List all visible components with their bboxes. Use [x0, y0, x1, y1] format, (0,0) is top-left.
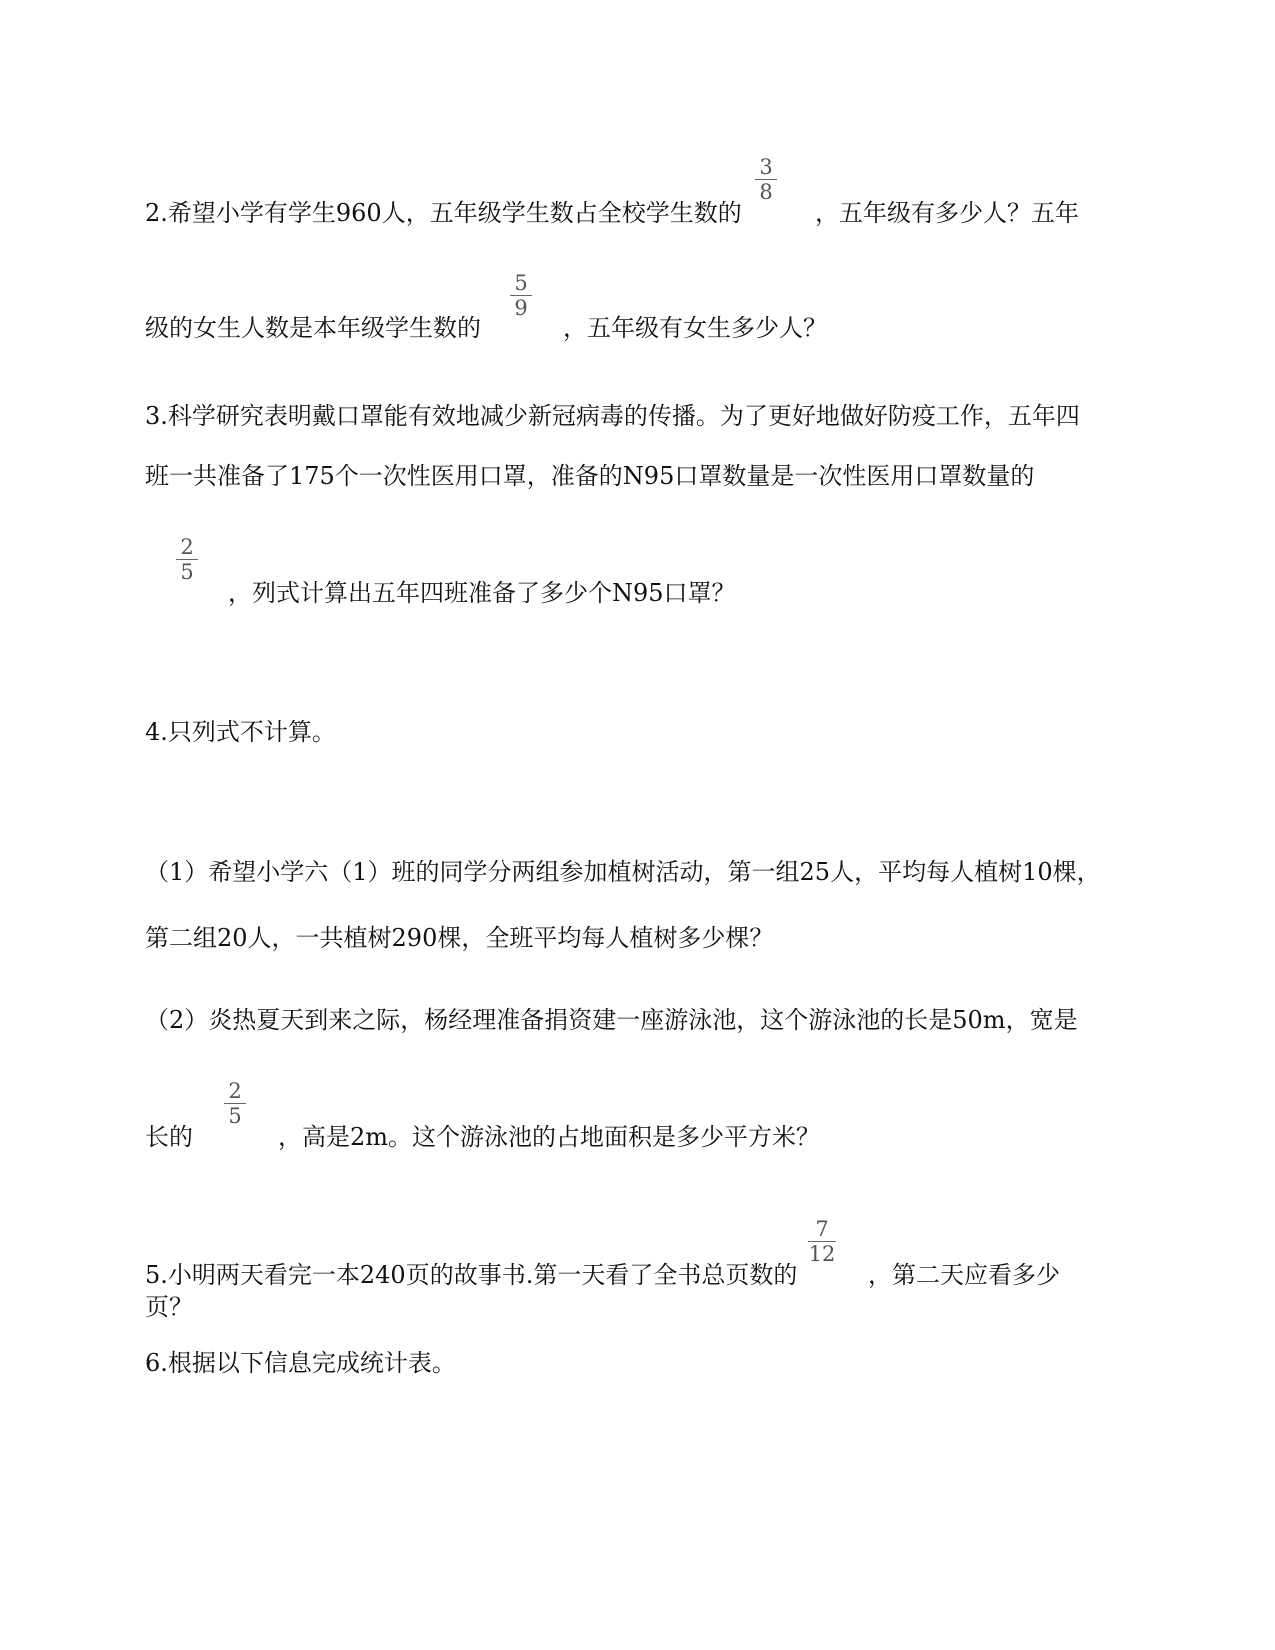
fraction-2-5: [220, 1080, 250, 1127]
q2-line1-part-b: ，五年级有多少人？五年: [815, 199, 1079, 227]
fraction-numerator: 3: [759, 155, 773, 179]
q4-part2-line1: （2）炎热夏天到来之际，杨经理准备捐资建一座游泳池，这个游泳池的长是50m，宽是: [145, 1006, 1078, 1034]
fraction-denominator: 12: [808, 1242, 836, 1266]
q4-part2-line2-part-a: 长的: [145, 1123, 193, 1151]
fraction-denominator: 9: [514, 296, 528, 320]
q3-line1: 3.科学研究表明戴口罩能有效地减少新冠病毒的传播。为了更好地做好防疫工作，五年四: [145, 402, 1080, 430]
q2-line2-part-a: 级的女生人数是本年级学生数的: [145, 314, 481, 342]
q3-line2: 班一共准备了175个一次性医用口罩，准备的N95口罩数量是一次性医用口罩数量的: [145, 462, 1035, 490]
fraction-numerator: 5: [514, 271, 528, 295]
fraction-numerator: 7: [815, 1217, 829, 1241]
q4-part1-line2: 第二组20人，一共植树290棵，全班平均每人植树多少棵？: [145, 924, 774, 952]
q5-line1-part-b: ，第二天应看多少: [868, 1261, 1060, 1289]
fraction-numerator: 2: [180, 535, 194, 559]
q4-part1-line1: （1）希望小学六（1）班的同学分两组参加植树活动，第一组25人，平均每人植树10棵，: [145, 858, 1101, 886]
fraction-3-8: [751, 156, 781, 203]
q5-line2: 页？: [145, 1293, 193, 1321]
q2-line1-part-a: 2.希望小学有学生960人，五年级学生数占全校学生数的: [145, 199, 742, 227]
q3-line3: ，列式计算出五年四班准备了多少个N95口罩？: [228, 579, 736, 607]
q2-line2-part-b: ，五年级有女生多少人？: [563, 314, 827, 342]
fraction-5-9: [506, 272, 536, 319]
q4-part2-line2-part-b: ，高是2m。这个游泳池的占地面积是多少平方米？: [278, 1123, 821, 1151]
fraction-denominator: 8: [759, 180, 773, 204]
q6-title: 6.根据以下信息完成统计表。: [145, 1349, 456, 1377]
fraction-denominator: 5: [180, 560, 194, 584]
fraction-denominator: 5: [228, 1104, 242, 1128]
fraction-numerator: 2: [228, 1079, 242, 1103]
q4-title: 4.只列式不计算。: [145, 718, 336, 746]
q5-line1-part-a: 5.小明两天看完一本240页的故事书.第一天看了全书总页数的: [145, 1261, 798, 1289]
fraction-7-12: [806, 1218, 838, 1265]
fraction-2-5: [172, 536, 202, 583]
